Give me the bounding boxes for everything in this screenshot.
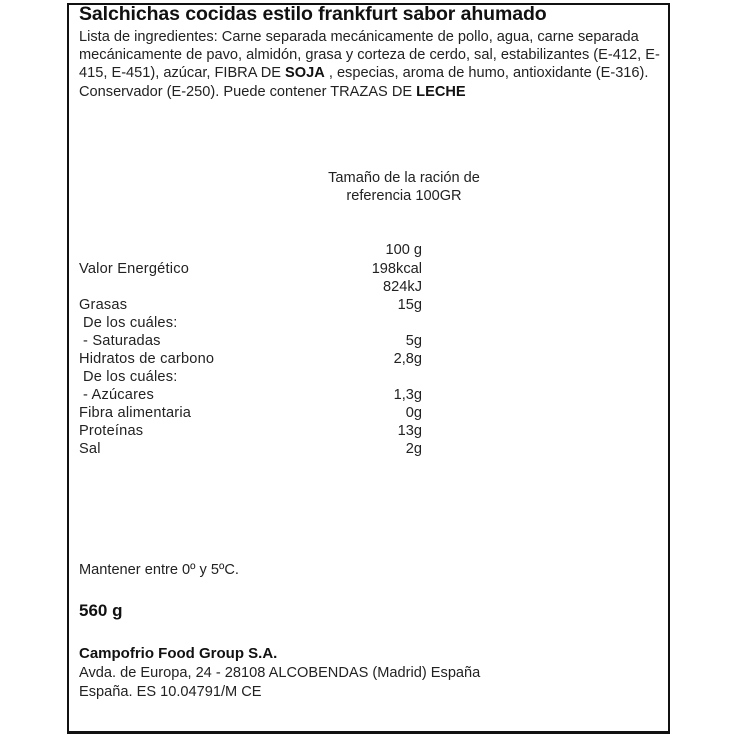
nutrition-label-protein: Proteínas bbox=[79, 423, 144, 439]
product-label bbox=[67, 3, 670, 734]
ingredients-text-2: , especias, aroma de humo, antioxidante (E-316). Conservador (E-250). Puede contener TRAZAS DE bbox=[79, 65, 649, 100]
manufacturer-address: Avda. de Europa, 24 - 28108 ALCOBENDAS (Madrid) España bbox=[79, 665, 481, 681]
nutrition-value-fat: 15g bbox=[397, 297, 422, 313]
storage-instructions: Mantener entre 0º y 5ºC. bbox=[79, 562, 239, 578]
ingredients-list bbox=[79, 28, 669, 101]
net-weight: 560 g bbox=[79, 601, 123, 620]
nutrition-label-energy: Valor Energético bbox=[79, 261, 190, 277]
allergen-leche: LECHE bbox=[416, 83, 466, 100]
nutrition-value-saturated: 5g bbox=[405, 333, 422, 349]
nutrition-label-of-which: De los cuáles: bbox=[83, 315, 178, 331]
nutrition-label-fiber: Fibra alimentaria bbox=[79, 405, 192, 421]
sanitary-registry: España. ES 10.04791/M CE bbox=[79, 684, 262, 700]
nutrition-value-fiber: 0g bbox=[405, 405, 422, 421]
product-title: Salchichas cocidas estilo frankfurt sabor ahumado bbox=[79, 3, 547, 25]
nutrition-label-fat: Grasas bbox=[79, 297, 128, 313]
serving-size bbox=[299, 169, 509, 205]
manufacturer-name: Campofrio Food Group S.A. bbox=[79, 645, 278, 662]
serving-line-2: referencia 100GR bbox=[346, 188, 462, 205]
nutrition-label-saturated: - Saturadas bbox=[83, 333, 161, 349]
allergen-soja: SOJA bbox=[285, 65, 325, 82]
nutrition-value-carbs: 2,8g bbox=[393, 351, 422, 367]
nutrition-label-salt: Sal bbox=[79, 441, 101, 457]
nutrition-value-kj: 824kJ bbox=[383, 279, 422, 295]
ingredients-text-1: Carne separada mecánicamente de pollo, agua, carne separada mecánicamente de pavo, almidón, grasa y corteza de cerdo, sal, estabilizantes (E-412, E-415, E-451), azúcar, FIBRA DE bbox=[79, 29, 660, 82]
nutrition-label-carbs: Hidratos de carbono bbox=[79, 351, 215, 367]
nutrition-value-protein: 13g bbox=[397, 423, 422, 439]
nutrition-label-sugars: - Azúcares bbox=[83, 387, 154, 403]
nutrition-value-sugars: 1,3g bbox=[393, 387, 422, 403]
nutrition-value-kcal: 198kcal bbox=[371, 261, 422, 277]
column-header-100g: 100 g bbox=[385, 242, 422, 258]
ingredients-heading: Lista de ingredientes: bbox=[79, 29, 218, 45]
serving-line-1: Tamaño de la ración de bbox=[328, 170, 480, 186]
nutrition-label-of-which-2: De los cuáles: bbox=[83, 369, 178, 385]
nutrition-value-salt: 2g bbox=[405, 441, 422, 457]
